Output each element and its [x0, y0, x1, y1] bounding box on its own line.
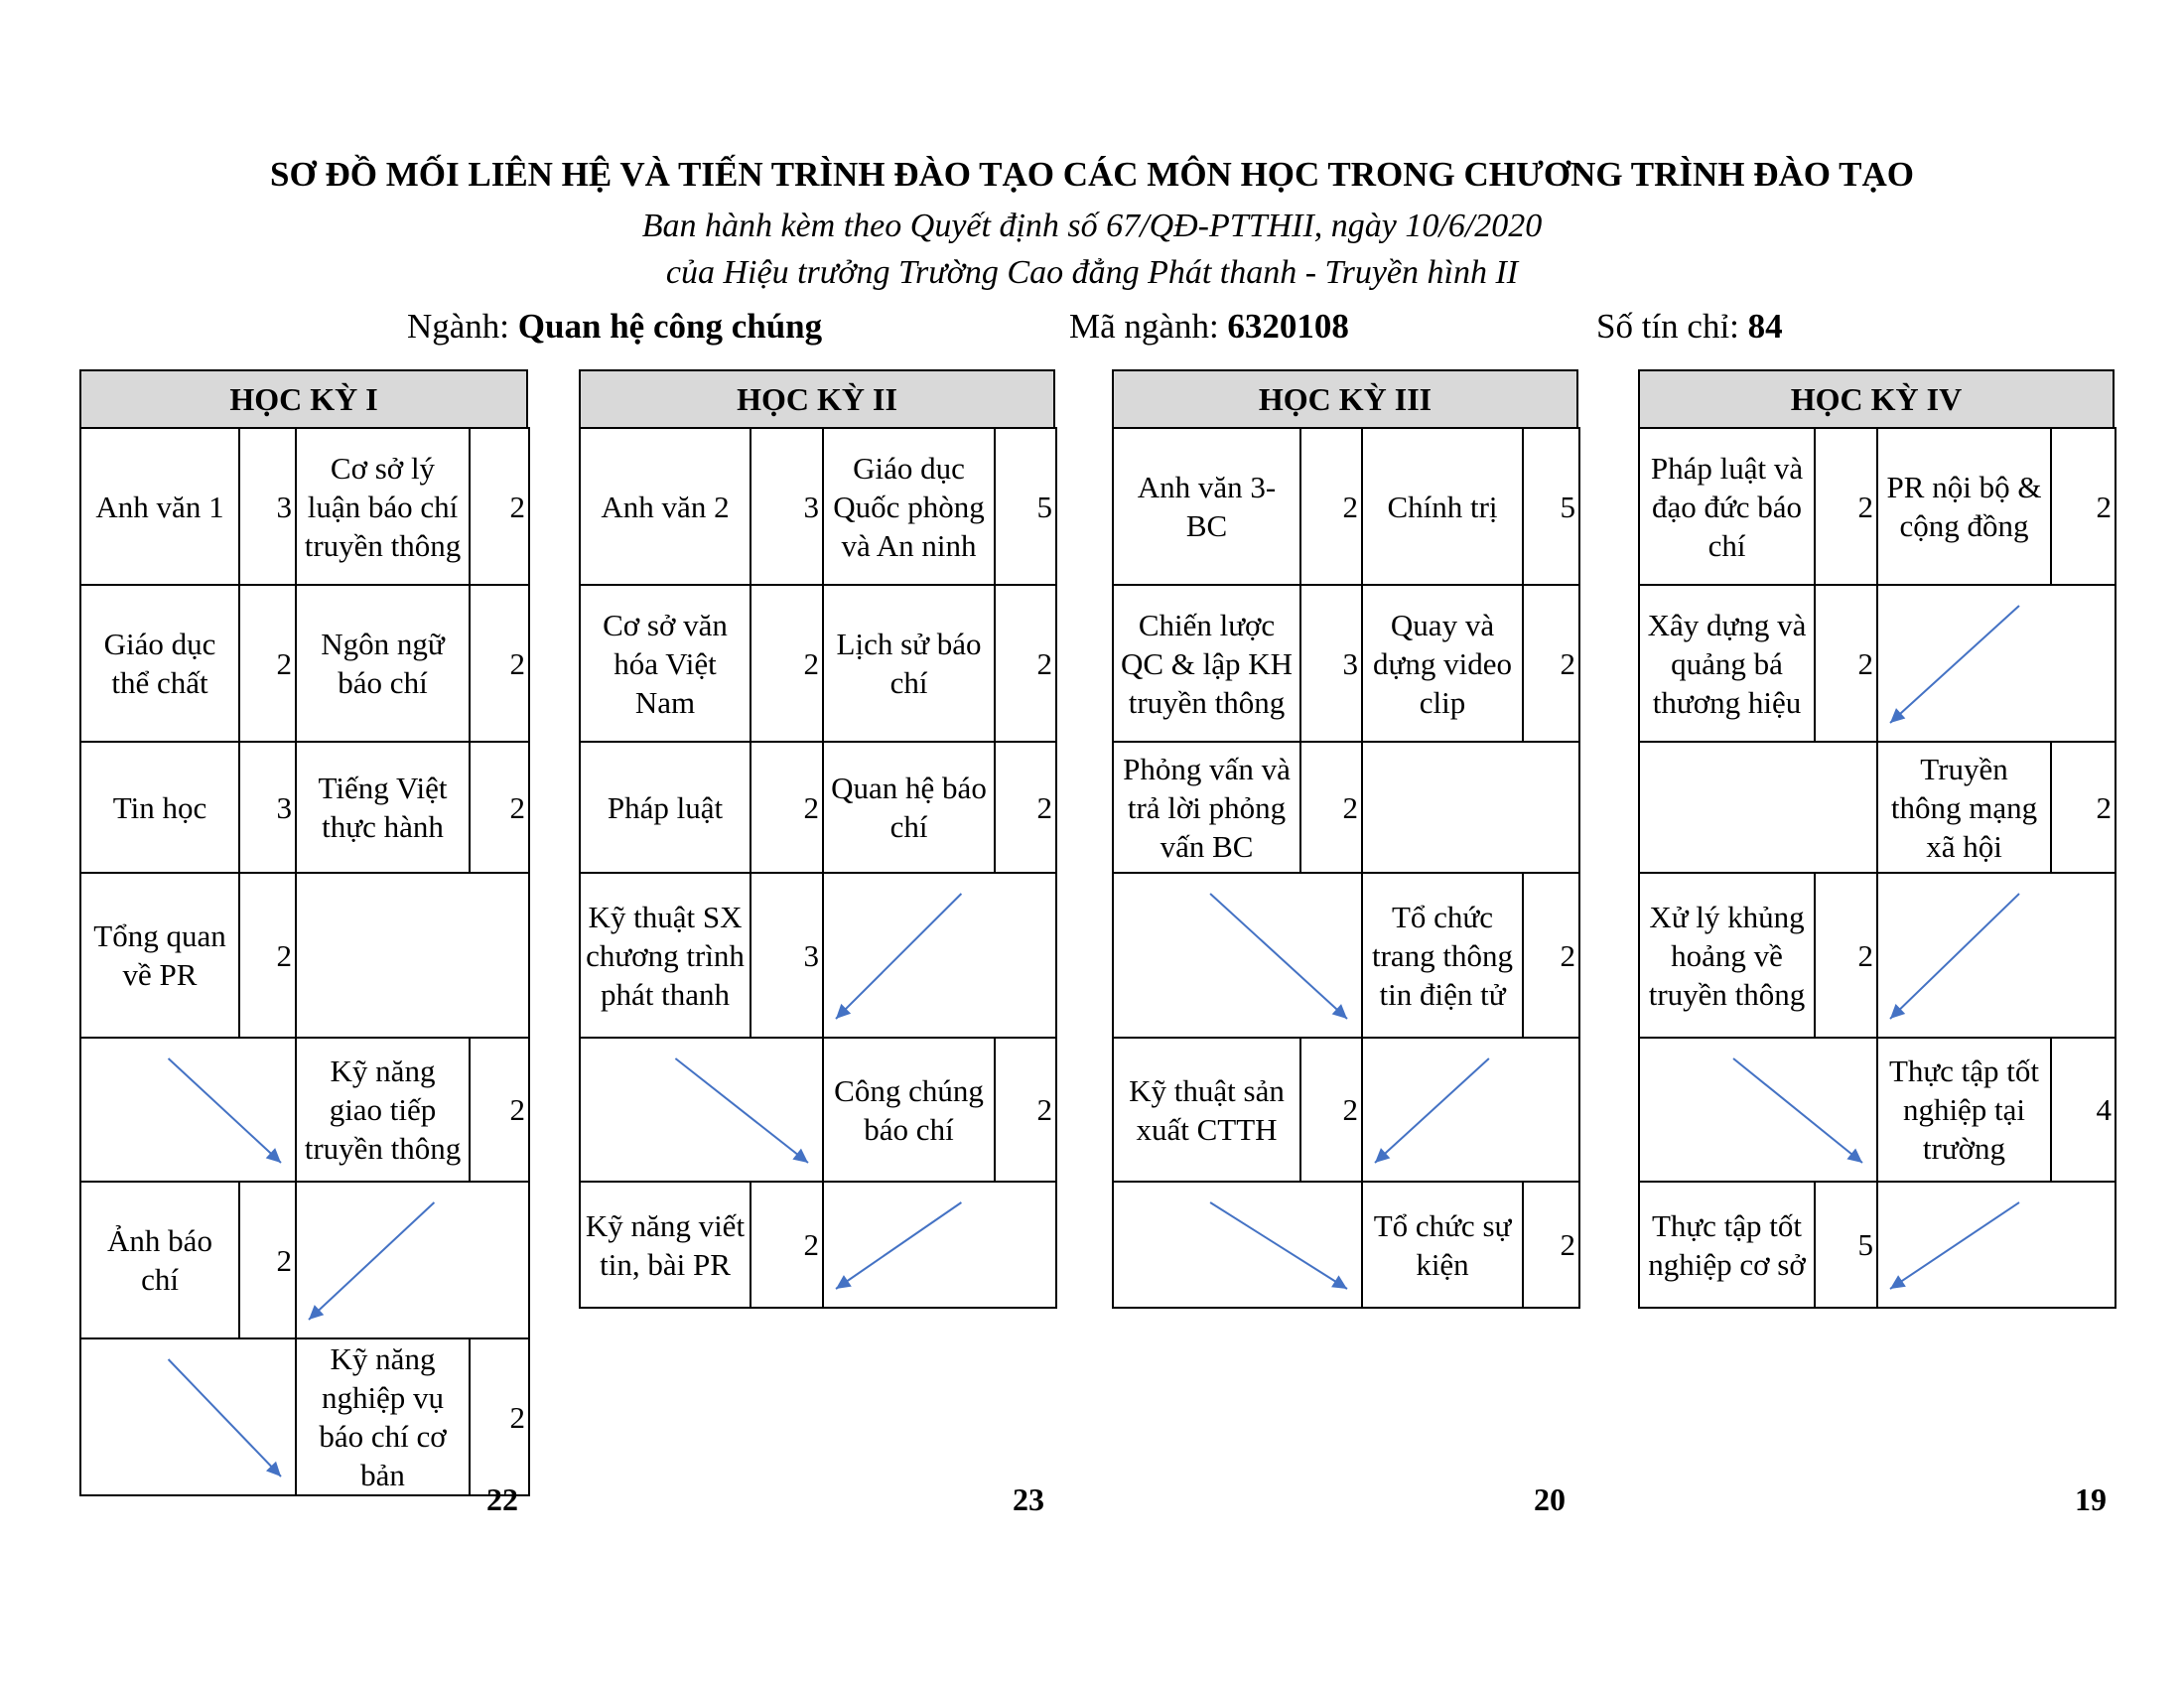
- course-credits: 2: [469, 1337, 530, 1496]
- course-name: Kỹ thuật sản xuất CTTH: [1112, 1037, 1301, 1183]
- course-credits: 2: [238, 1181, 297, 1339]
- course-name: Truyền thông mạng xã hội: [1876, 741, 2052, 874]
- course-name: Tin học: [79, 741, 240, 874]
- empty-cell: [1876, 584, 2116, 743]
- major-code-value: 6320108: [1227, 307, 1349, 346]
- course-name: Kỹ năng giao tiếp truyền thông: [295, 1037, 471, 1183]
- empty-cell: [79, 1037, 297, 1183]
- semester-header: HỌC KỲ I: [79, 369, 528, 429]
- semester-credit-total: 23: [1013, 1481, 1044, 1517]
- course-credits: 2: [994, 741, 1057, 874]
- course-name: Quay và dựng video clip: [1361, 584, 1524, 743]
- course-name: Anh văn 2: [579, 427, 751, 586]
- course-name: Xử lý khủng hoảng về truyền thông: [1638, 872, 1816, 1039]
- course-credits: 2: [750, 741, 824, 874]
- course-name: Kỹ năng viết tin, bài PR: [579, 1181, 751, 1309]
- course-credits: 2: [994, 1037, 1057, 1183]
- course-name: PR nội bộ & cộng đồng: [1876, 427, 2052, 586]
- empty-cell: [1361, 741, 1580, 874]
- course-credits: 2: [469, 584, 530, 743]
- empty-cell: [1876, 1181, 2116, 1309]
- major-label: Ngành:: [407, 307, 510, 346]
- course-name: Tổng quan về PR: [79, 872, 240, 1039]
- course-credits: 2: [238, 872, 297, 1039]
- empty-cell: [579, 1037, 824, 1183]
- empty-cell: [1112, 1181, 1363, 1309]
- semester-header: HỌC KỲ II: [579, 369, 1055, 429]
- empty-cell: [1876, 872, 2116, 1039]
- credits-label: Số tín chỉ:: [1596, 307, 1739, 346]
- course-credits: 3: [238, 427, 297, 586]
- course-name: Kỹ năng nghiệp vụ báo chí cơ bản: [295, 1337, 471, 1496]
- course-name: Chính trị: [1361, 427, 1524, 586]
- course-credits: 2: [2050, 741, 2116, 874]
- major-code-info: [1069, 304, 1349, 350]
- course-name: Kỹ thuật SX chương trình phát thanh: [579, 872, 751, 1039]
- course-credits: 5: [1522, 427, 1580, 586]
- semester-header: HỌC KỲ IV: [1638, 369, 2115, 429]
- course-name: Chiến lược QC & lập KH truyền thông: [1112, 584, 1301, 743]
- empty-cell: [1638, 1037, 1878, 1183]
- course-name: Lịch sử báo chí: [822, 584, 996, 743]
- course-credits: 2: [994, 584, 1057, 743]
- course-name: Phỏng vấn và trả lời phỏng vấn BC: [1112, 741, 1301, 874]
- empty-cell: [1361, 1037, 1580, 1183]
- course-name: Công chúng báo chí: [822, 1037, 996, 1183]
- empty-cell: [822, 1181, 1057, 1309]
- course-name: Ngôn ngữ báo chí: [295, 584, 471, 743]
- course-name: Anh văn 1: [79, 427, 240, 586]
- credits-value: 84: [1747, 307, 1783, 346]
- course-credits: 5: [994, 427, 1057, 586]
- course-name: Thực tập tốt nghiệp cơ sở: [1638, 1181, 1816, 1309]
- empty-cell: [79, 1337, 297, 1496]
- course-name: Thực tập tốt nghiệp tại trường: [1876, 1037, 2052, 1183]
- course-name: Xây dựng và quảng bá thương hiệu: [1638, 584, 1816, 743]
- course-name: Quan hệ báo chí: [822, 741, 996, 874]
- empty-cell: [1638, 741, 1878, 874]
- course-credits: 2: [1299, 427, 1363, 586]
- course-credits: 2: [238, 584, 297, 743]
- document-title: SƠ ĐỒ MỐI LIÊN HỆ VÀ TIẾN TRÌNH ĐÀO TẠO CÁC MÔN HỌC TRONG CHƯƠNG TRÌNH ĐÀO TẠO: [270, 155, 1914, 194]
- course-name: Anh văn 3-BC: [1112, 427, 1301, 586]
- course-name: Pháp luật: [579, 741, 751, 874]
- empty-cell: [822, 872, 1057, 1039]
- course-credits: 2: [1522, 1181, 1580, 1309]
- course-credits: 3: [1299, 584, 1363, 743]
- course-credits: 2: [750, 584, 824, 743]
- course-credits: 2: [1814, 427, 1878, 586]
- major-code-label: Mã ngành:: [1069, 307, 1219, 346]
- course-credits: 2: [1299, 1037, 1363, 1183]
- semester-credit-total: 22: [486, 1481, 518, 1517]
- course-credits: 2: [1522, 872, 1580, 1039]
- course-name: Cơ sở lý luận báo chí truyền thông: [295, 427, 471, 586]
- major-info: [407, 304, 822, 350]
- course-name: Pháp luật và đạo đức báo chí: [1638, 427, 1816, 586]
- empty-cell: [1112, 872, 1363, 1039]
- course-credits: 2: [469, 427, 530, 586]
- course-credits: 3: [238, 741, 297, 874]
- course-credits: 2: [1814, 872, 1878, 1039]
- empty-cell: [295, 872, 530, 1039]
- semester-credit-total: 20: [1534, 1481, 1566, 1517]
- course-credits: 5: [1814, 1181, 1878, 1309]
- major-value: Quan hệ công chúng: [517, 307, 823, 346]
- course-name: Ảnh báo chí: [79, 1181, 240, 1339]
- course-name: Tổ chức sự kiện: [1361, 1181, 1524, 1309]
- semester-header: HỌC KỲ III: [1112, 369, 1578, 429]
- document-subtitle-decision: Ban hành kèm theo Quyết định số 67/QĐ-PTTHII, ngày 10/6/2020: [641, 208, 1543, 244]
- course-credits: 2: [1299, 741, 1363, 874]
- course-name: Giáo dục thể chất: [79, 584, 240, 743]
- course-credits: 2: [1814, 584, 1878, 743]
- empty-cell: [295, 1181, 530, 1339]
- course-name: Giáo dục Quốc phòng và An ninh: [822, 427, 996, 586]
- course-credits: 2: [2050, 427, 2116, 586]
- course-credits: 3: [750, 872, 824, 1039]
- course-credits: 2: [750, 1181, 824, 1309]
- course-name: Cơ sở văn hóa Việt Nam: [579, 584, 751, 743]
- course-credits: 2: [1522, 584, 1580, 743]
- semester-credit-total: 19: [2075, 1481, 2107, 1517]
- course-credits: 4: [2050, 1037, 2116, 1183]
- course-name: Tổ chức trang thông tin điện tử: [1361, 872, 1524, 1039]
- course-credits: 2: [469, 741, 530, 874]
- document-subtitle-issuer: của Hiệu trưởng Trường Cao đẳng Phát thanh - Truyền hình II: [665, 254, 1519, 291]
- course-credits: 3: [750, 427, 824, 586]
- credits-info: [1596, 304, 1783, 350]
- course-credits: 2: [469, 1037, 530, 1183]
- course-name: Tiếng Việt thực hành: [295, 741, 471, 874]
